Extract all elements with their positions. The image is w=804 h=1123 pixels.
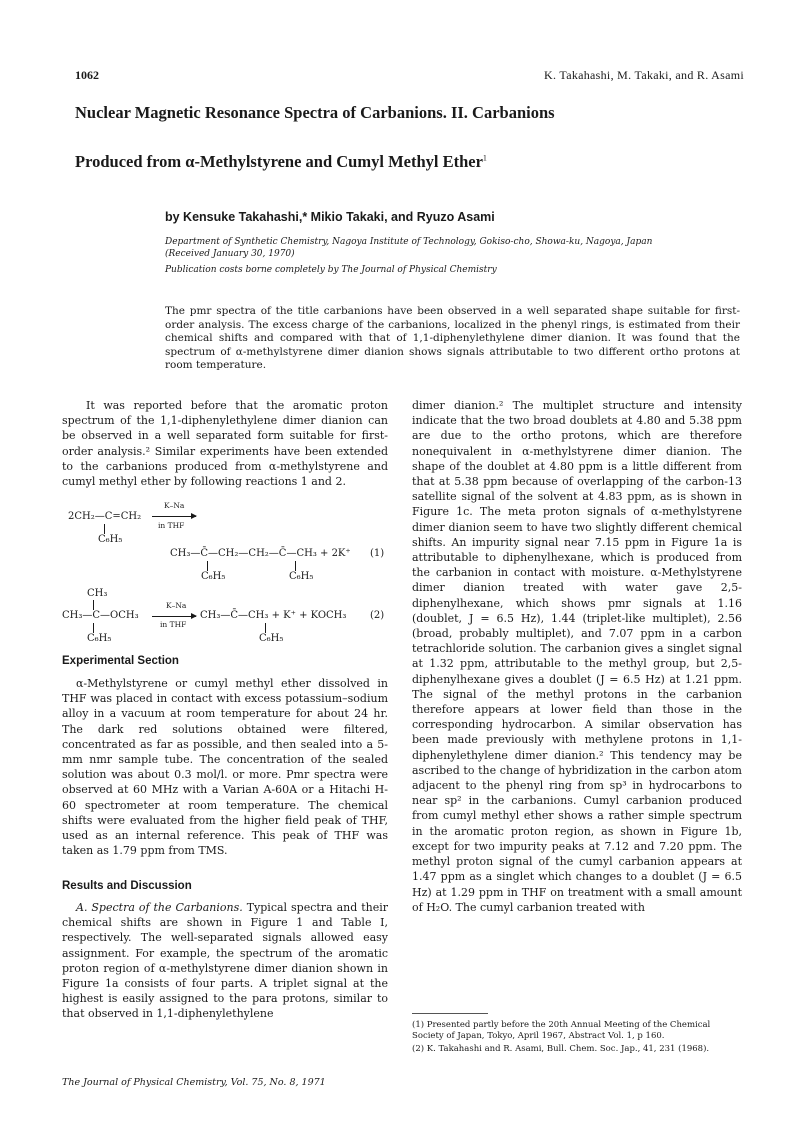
footnote-1: (1) Presented partly before the 20th Annual Meeting of the Chemical Society of Japan, Tokyo, April 1967, Abstract Vol. 1, p 160. (412, 1020, 711, 1041)
eq1-reactant: 2CH₂—C=CH₂ (68, 511, 142, 522)
results-heading: Results and Discussion (62, 880, 192, 892)
eq2-reactant: CH₃—C—OCH₃ (62, 610, 139, 621)
eq2-number: (2) (370, 610, 385, 621)
eq1-reactant-substituent: C₆H₅ (98, 534, 123, 545)
eq2-product-bond (265, 623, 266, 633)
title-footnote-mark: 1 (482, 153, 487, 163)
experimental-heading: Experimental Section (62, 655, 179, 667)
eq2-bond-bottom (93, 623, 94, 633)
results-paragraph (62, 900, 388, 1022)
affiliation-department: Department of Synthetic Chemistry, Nagoya Institute of Technology, Gokiso-cho, Showa-ku, Nagoya, Japan (165, 237, 653, 247)
eq1-number: (1) (370, 548, 385, 559)
eq2-top-methyl: CH₃ (87, 588, 108, 599)
results-subheading: A. Spectra of the Carbanions. (76, 901, 243, 914)
affiliation (165, 236, 685, 260)
eq1-product: CH₃—C̄—CH₂—CH₂—C̄—CH₃ + 2K⁺ (170, 548, 351, 559)
eq2-bond-top (93, 600, 94, 610)
footnote-rule (412, 1013, 488, 1014)
eq2-reaction-arrow (152, 616, 196, 617)
footnote-2: (2) K. Takahashi and R. Asami, Bull. Chem. Soc. Jap., 41, 231 (1968). (412, 1044, 710, 1054)
journal-footer: The Journal of Physical Chemistry, Vol. 75, No. 8, 1971 (62, 1077, 326, 1088)
eq2-product: CH₃—C̄—CH₃ + K⁺ + KOCH₃ (200, 610, 347, 621)
page-number: 1062 (75, 68, 99, 82)
running-head-authors: K. Takahashi, M. Takaki, and R. Asami (544, 68, 744, 82)
eq1-product-substituent-a: C₆H₅ (201, 571, 226, 582)
paper-title-line1: Nuclear Magnetic Resonance Spectra of Carbanions. II. Carbanions (75, 103, 555, 122)
author-line: by Kensuke Takahashi,* Mikio Takaki, and Ryuzo Asami (165, 210, 495, 224)
paper-title-line2 (75, 152, 745, 172)
eq1-product-bond-b (295, 561, 296, 571)
eq2-reagent: K–Na (166, 601, 187, 610)
results-text: Typical spectra and their chemical shifts are shown in Figure 1 and Table I, respectively. The well-separated signals allowed easy assignment. For example, the spectrum of the aromatic proton region of α-methylstyrene dimer dianion shown in Figure 1a consists of four parts. A triplet signal at the highest is easily assigned to the para protons, similar to that observed in 1,1-diphenylethylene (62, 901, 388, 1021)
abstract: The pmr spectra of the title carbanions have been observed in a well separated shape suitable for first-order analysis. The excess charge of the carbanions, localized in the phenyl rings, is estimated from their chemical shifts and compared with that of 1,1-diphenylethylene dimer dianion. It was found that the spectrum of α-methylstyrene dimer dianion shows signals attributable to two different ortho protons at room temperature. (165, 305, 740, 372)
paper-title-line2-text: Produced from α-Methylstyrene and Cumyl Methyl Ether (75, 152, 483, 171)
right-column-body: dimer dianion.² The multiplet structure and intensity indicate that the two broad doublets at 4.80 and 5.38 ppm are due to the ortho protons, which are therefore nonequivalent in α-methylstyrene dimer dianion. The shape of the doublet at 4.80 ppm is a little different from that at 5.38 ppm because of overlapping of the carbon-13 satellite signal of the solvent at 4.83 ppm, as is shown in Figure 1c. The meta proton signals of α-methylstyrene dimer dianion seem to have two slightly different chemical shifts. An impurity signal near 7.15 ppm in Figure 1a is attributable to diphenylhexane, which is produced from the carbanion in contact with moisture. α-Methylstyrene dimer dianion treated with water gave 2,5-diphenylhexane, which shows pmr signals at 1.16 (doublet, J = 6.5 Hz), 1.44 (triplet-like multiplet), 2.56 (broad, probably multiplet), and 7.07 ppm in a carbon tetrachloride solution. The carbanion gives a singlet signal at 1.32 ppm, attributable to the methyl group, but 2,5-diphenylhexane gives a doublet (J = 6.5 Hz) at 1.21 ppm. The signal of the methyl protons in the carbanion therefore appears at lower field than those in the corresponding hydrocarbon. A similar observation has been made previously with methylene protons in 1,1-diphenylethylene dimer dianion.² This tendency may be ascribed to the change of hybridization in the carbon atom adjacent to the phenyl ring from sp³ in hydrocarbons to near sp² in the carbanions. Cumyl carbanion produced from cumyl methyl ether shows a rather simple spectrum in the aromatic proton region, as shown in Figure 1b, except for two impurity peaks at 7.12 and 7.20 ppm. The methyl proton signal of the cumyl carbanion appears at 1.47 ppm as a singlet which changes to a doublet (J = 6.5 Hz) at 1.29 ppm in THF on treatment with a small amount of H₂O. The cumyl carbanion treated with (412, 399, 742, 914)
eq1-bond (104, 524, 105, 534)
publication-costs-note: Publication costs borne completely by The Journal of Physical Chemistry (165, 265, 497, 275)
eq1-solvent: in THF (158, 521, 185, 530)
eq1-product-substituent-b: C₆H₅ (289, 571, 314, 582)
intro-paragraph: It was reported before that the aromatic proton spectrum of the 1,1-diphenylethylene dimer dianion can be observed in a well separated form suitable for first-order analysis.² Similar experiments have been extended to the carbanions produced from α-methylstyrene and cumyl methyl ether by following reactions 1 and 2. (62, 399, 388, 489)
eq1-reagent: K–Na (164, 501, 185, 510)
eq2-product-substituent: C₆H₅ (259, 633, 284, 644)
eq2-reactant-substituent: C₆H₅ (87, 633, 112, 644)
eq2-solvent: in THF (160, 620, 187, 629)
experimental-paragraph: α-Methylstyrene or cumyl methyl ether dissolved in THF was placed in contact with excess potassium–sodium alloy in a vacuum at room temperature for about 24 hr. The dark red solutions obtained were filtered, concentrated as far as possible, and then sealed into a 5-mm nmr sample tube. The concentration of the sealed solution was about 0.3 mol/l. or more. Pmr spectra were observed at 60 MHz with a Varian A-60A or a Hitachi H-60 spectrometer at room temperature. The chemical shifts were evaluated from the higher field peak of THF, used as an internal reference. This peak of THF was taken as 1.79 ppm from TMS. (62, 677, 388, 858)
eq1-reaction-arrow (152, 516, 196, 517)
eq1-product-bond-a (207, 561, 208, 571)
received-date: (Received January 30, 1970) (165, 249, 295, 259)
